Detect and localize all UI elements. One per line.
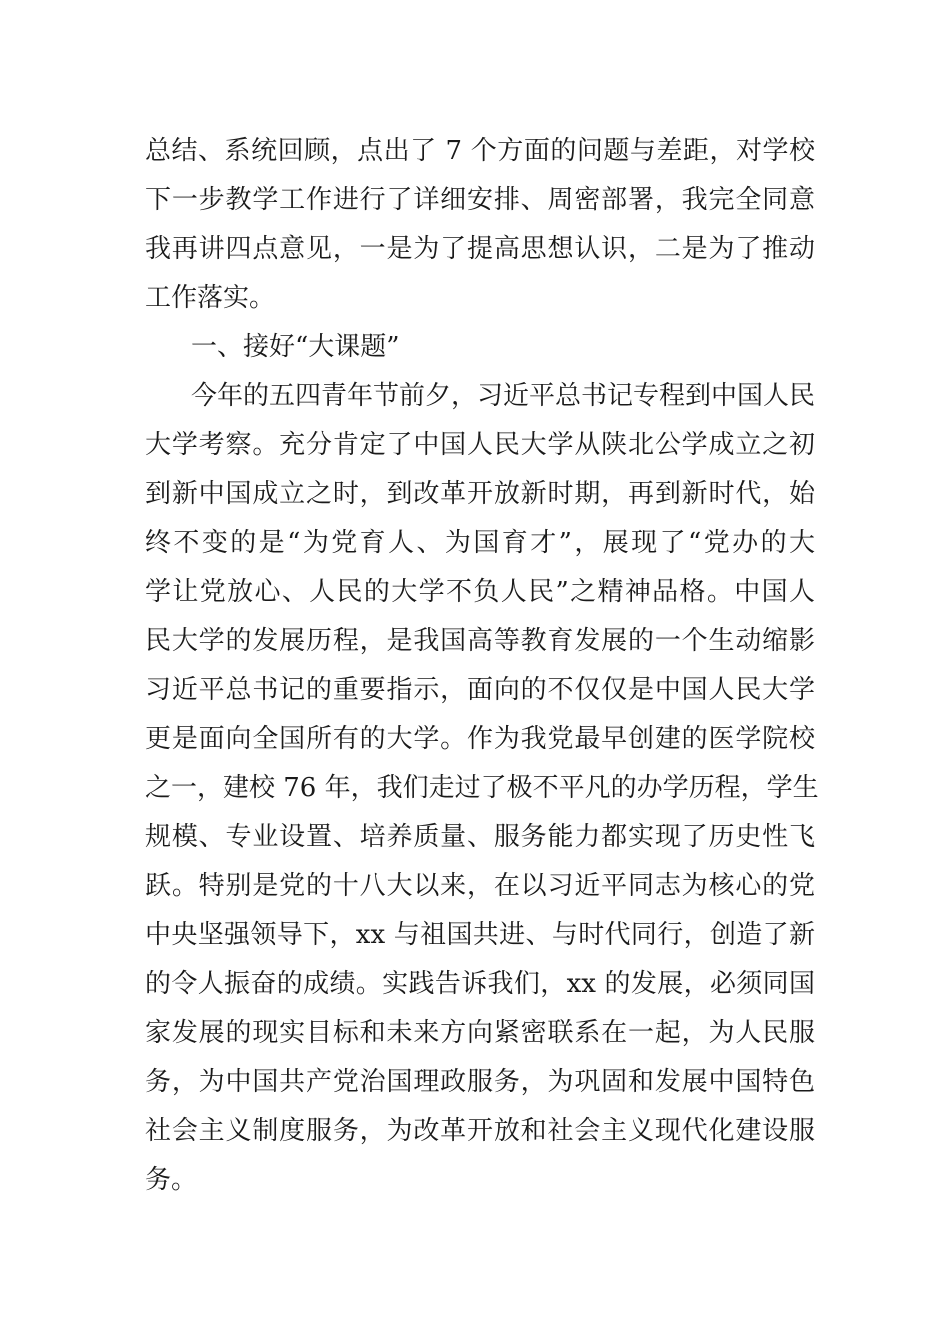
text-line: 跃。特别是党的十八大以来，在以习近平同志为核心的党	[145, 871, 815, 901]
text-line: 社会主义制度服务，为改革开放和社会主义现代化建设服	[145, 1116, 815, 1146]
text-line: 大学考察。充分肯定了中国人民大学从陕北公学成立之初	[145, 430, 815, 460]
text-line: 学让党放心、人民的大学不负人民”之精神品格。中国人	[145, 577, 815, 607]
text-line: 之一，建校 76 年，我们走过了极不平凡的办学历程，学生	[145, 773, 819, 803]
text-line: 到新中国成立之时，到改革开放新时期，再到新时代，始	[145, 479, 815, 509]
text-line: 工作落实。	[145, 283, 276, 313]
section-heading: 一、接好“大课题”	[191, 332, 400, 362]
text-line: 务。	[145, 1165, 198, 1195]
text-line: 规模、专业设置、培养质量、服务能力都实现了历史性飞	[145, 822, 815, 852]
text-line: 习近平总书记的重要指示，面向的不仅仅是中国人民大学	[145, 675, 815, 705]
text-line: 终不变的是“为党育人、为国育才”，展现了“党办的大	[145, 528, 815, 558]
text-line: 的令人振奋的成绩。实践告诉我们，xx 的发展，必须同国	[145, 969, 815, 999]
text-line: 今年的五四青年节前夕，习近平总书记专程到中国人民	[191, 381, 816, 411]
document-body	[145, 127, 819, 1205]
text-line: 务，为中国共产党治国理政服务，为巩固和发展中国特色	[145, 1067, 815, 1097]
text-line: 总结、系统回顾，点出了 7 个方面的问题与差距，对学校	[145, 136, 815, 166]
text-line: 我再讲四点意见，一是为了提高思想认识，二是为了推动	[145, 234, 815, 264]
text-line: 下一步教学工作进行了详细安排、周密部署，我完全同意	[145, 185, 815, 215]
text-line: 家发展的现实目标和未来方向紧密联系在一起，为人民服	[145, 1018, 815, 1048]
text-line: 更是面向全国所有的大学。作为我党最早创建的医学院校	[145, 724, 815, 754]
text-line: 民大学的发展历程，是我国高等教育发展的一个生动缩影	[145, 626, 815, 656]
text-line: 中央坚强领导下，xx 与祖国共进、与时代同行，创造了新	[145, 920, 815, 950]
